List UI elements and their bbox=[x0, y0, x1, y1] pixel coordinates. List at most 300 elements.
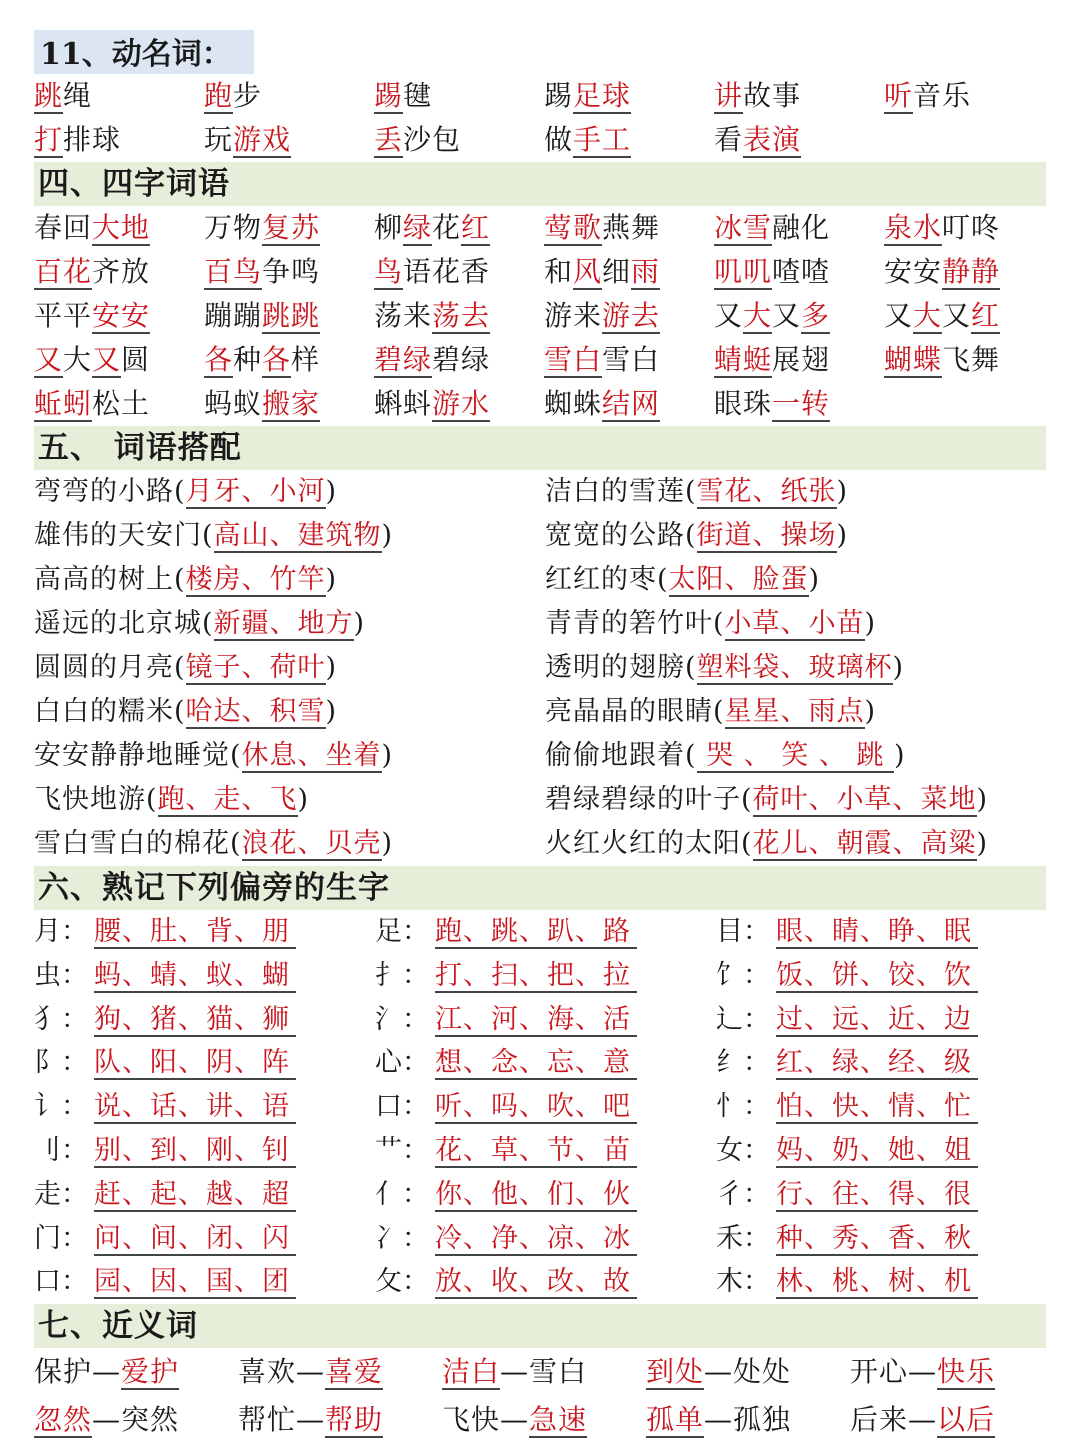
radical-item bbox=[716, 910, 1046, 954]
word-text: 又 bbox=[772, 299, 802, 332]
word-text: — bbox=[296, 1403, 326, 1437]
radical-chars: 种、秀、香、秋 bbox=[776, 1223, 978, 1256]
collocation-item bbox=[34, 778, 545, 822]
collocation-item bbox=[545, 558, 1046, 602]
four-char-item bbox=[544, 250, 714, 294]
answer-text: 游水 bbox=[432, 387, 491, 420]
word-text: 喜欢 bbox=[238, 1355, 297, 1389]
radical-item bbox=[34, 1085, 375, 1129]
four-char-item bbox=[884, 250, 1054, 294]
radical-item bbox=[716, 1041, 1046, 1085]
word-text: 种 bbox=[233, 343, 263, 376]
collocation-answer: 休息、坐着 bbox=[241, 740, 382, 771]
radical-label: 忄： bbox=[716, 1091, 770, 1123]
answer-text: 百花 bbox=[34, 255, 93, 288]
collocation-text: ) bbox=[894, 740, 906, 771]
collocation-item bbox=[545, 514, 1046, 558]
radical-chars: 跑、跳、趴、路 bbox=[435, 916, 637, 949]
collocation-item bbox=[34, 822, 545, 866]
word-text: 保护 bbox=[34, 1355, 93, 1389]
collocation-item bbox=[34, 690, 545, 734]
radical-chars: 花、草、节、苗 bbox=[435, 1135, 637, 1168]
word-text: — bbox=[908, 1403, 938, 1437]
collocation-item bbox=[34, 602, 545, 646]
answer-text: 各 bbox=[262, 343, 292, 376]
collocation-answer: 荷叶、小草、菜地 bbox=[752, 784, 977, 815]
collocation-item bbox=[545, 734, 1046, 778]
four-char-item bbox=[204, 294, 374, 338]
radical-label: 门： bbox=[34, 1222, 88, 1254]
collocation-text: 圆圆的月亮( bbox=[34, 652, 186, 683]
word-text: 融化 bbox=[772, 211, 831, 244]
synonym-item bbox=[238, 1396, 442, 1444]
radical-label: 虫： bbox=[34, 959, 88, 991]
collocation-answer: 新疆、地方 bbox=[213, 608, 354, 639]
collocation-item bbox=[34, 646, 545, 690]
word-text: 圆 bbox=[121, 343, 151, 376]
radical-chars: 行、往、得、很 bbox=[776, 1179, 978, 1212]
radical-item bbox=[716, 1217, 1046, 1261]
radical-chars: 腰、肚、背、朋 bbox=[94, 916, 296, 949]
word-text: 万物 bbox=[204, 211, 263, 244]
collocation-item bbox=[34, 734, 545, 778]
four-char-item bbox=[34, 382, 204, 426]
radical-label: 氵： bbox=[375, 1003, 429, 1035]
radical-item bbox=[34, 1129, 375, 1173]
radical-chars: 妈、奶、她、姐 bbox=[776, 1135, 978, 1168]
radical-label: 亻： bbox=[375, 1178, 429, 1210]
answer-text: 帮助 bbox=[325, 1403, 384, 1437]
answer-text: 蚯蚓 bbox=[34, 387, 93, 420]
answer-text: 一转 bbox=[772, 387, 831, 420]
radical-chars: 打、扫、把、拉 bbox=[435, 960, 637, 993]
word-text: 碧绿 bbox=[432, 343, 491, 376]
word-text: 又 bbox=[884, 299, 914, 332]
collocation-text: ) bbox=[836, 520, 849, 551]
word-text: 荡来 bbox=[374, 299, 433, 332]
collocation-item bbox=[34, 470, 545, 514]
word-text: 蚂蚁 bbox=[204, 387, 263, 420]
collocation-text: ) bbox=[976, 784, 989, 815]
radical-item bbox=[34, 1260, 375, 1304]
verb-noun-item bbox=[34, 74, 204, 118]
synonym-item bbox=[442, 1396, 646, 1444]
collocation-text: ) bbox=[325, 476, 338, 507]
word-text: 看 bbox=[714, 123, 744, 156]
word-text: 叮咚 bbox=[942, 211, 1001, 244]
answer-text: 搬家 bbox=[262, 387, 321, 420]
answer-text: 游去 bbox=[602, 299, 661, 332]
answer-text: 雪白 bbox=[544, 343, 603, 376]
four-char-item bbox=[544, 338, 714, 382]
radical-item bbox=[716, 998, 1046, 1042]
radical-item bbox=[375, 1129, 716, 1173]
four-char-item bbox=[544, 382, 714, 426]
word-text: 喳喳 bbox=[772, 255, 831, 288]
collocation-item bbox=[34, 558, 545, 602]
collocation-text: 亮晶晶的眼睛( bbox=[545, 696, 725, 727]
radical-chars: 别、到、刚、钊 bbox=[94, 1135, 296, 1168]
answer-text: 安安 bbox=[92, 299, 151, 332]
word-text: — bbox=[704, 1355, 734, 1389]
radical-label: 足： bbox=[375, 916, 429, 947]
word-text: 春回 bbox=[34, 211, 93, 244]
answer-text: 以后 bbox=[937, 1403, 996, 1437]
word-text: 处处 bbox=[733, 1355, 792, 1389]
answer-text: 足球 bbox=[573, 79, 632, 112]
collocation-text: ) bbox=[381, 740, 394, 771]
collocation-item bbox=[545, 602, 1046, 646]
verb-noun-item bbox=[714, 74, 884, 118]
radical-item bbox=[716, 1173, 1046, 1217]
radical-item bbox=[375, 1173, 716, 1217]
collocation-text: ) bbox=[325, 564, 338, 595]
four-char-item bbox=[544, 206, 714, 250]
answer-text: 泉水 bbox=[884, 211, 943, 244]
radical-label: 月： bbox=[34, 916, 88, 947]
four-char-item bbox=[714, 294, 884, 338]
radical-chars: 冷、净、凉、冰 bbox=[435, 1223, 637, 1256]
verb-noun-item bbox=[204, 118, 374, 162]
word-text: 毽 bbox=[403, 79, 433, 112]
collocation-item bbox=[545, 690, 1046, 734]
radical-chars: 想、念、忘、意 bbox=[435, 1047, 637, 1080]
answer-text: 绿 bbox=[403, 211, 433, 244]
four-char-item bbox=[34, 294, 204, 338]
collocation-answer: 楼房、竹竿 bbox=[185, 564, 326, 595]
four-char-item bbox=[374, 250, 544, 294]
word-text: 踢 bbox=[544, 79, 574, 112]
answer-text: 结网 bbox=[602, 387, 661, 420]
synonym-item bbox=[34, 1396, 238, 1444]
collocation-text: 安安静静地睡觉( bbox=[34, 740, 242, 771]
radical-chars: 园、因、国、团 bbox=[94, 1266, 296, 1299]
four-char-item bbox=[714, 206, 884, 250]
radical-chars: 说、话、讲、语 bbox=[94, 1091, 296, 1124]
collocation-text: 高高的树上( bbox=[34, 564, 186, 595]
word-text: — bbox=[296, 1355, 326, 1389]
radical-label: 犭： bbox=[34, 1003, 88, 1035]
four-char-item bbox=[374, 338, 544, 382]
four-char-item bbox=[204, 250, 374, 294]
word-text: 样 bbox=[291, 343, 321, 376]
word-text: — bbox=[908, 1355, 938, 1389]
radical-label: 女： bbox=[716, 1134, 770, 1166]
section-4-header: 四、四字词语 bbox=[34, 162, 1046, 206]
collocation-text: 红红的枣( bbox=[545, 564, 669, 595]
word-text: 安安 bbox=[884, 255, 943, 288]
word-text: 做 bbox=[544, 123, 574, 156]
collocation-answer: 雪花、纸张 bbox=[696, 476, 837, 507]
word-text: 和 bbox=[544, 255, 574, 288]
collocation-text: ) bbox=[325, 696, 338, 727]
collocation-answer: 高山、建筑物 bbox=[213, 520, 382, 551]
answer-text: 喜爱 bbox=[325, 1355, 384, 1389]
radical-item bbox=[375, 998, 716, 1042]
answer-text: 踢 bbox=[374, 79, 404, 112]
answer-text: 跳跳 bbox=[262, 299, 321, 332]
four-char-item bbox=[34, 206, 204, 250]
radical-item bbox=[34, 910, 375, 954]
word-text: 平平 bbox=[34, 299, 93, 332]
four-char-item bbox=[884, 206, 1054, 250]
radical-chars: 红、绿、经、级 bbox=[776, 1047, 978, 1080]
collocation-answer: 街道、操场 bbox=[696, 520, 837, 551]
answer-text: 大 bbox=[743, 299, 773, 332]
radical-item bbox=[34, 1217, 375, 1261]
radical-item bbox=[375, 1085, 716, 1129]
word-text: 飞快 bbox=[442, 1403, 501, 1437]
radical-item bbox=[375, 910, 716, 954]
answer-text: 复苏 bbox=[262, 211, 321, 244]
verb-noun-grid bbox=[34, 74, 1046, 162]
collocation-text: 洁白的雪莲( bbox=[545, 476, 697, 507]
collocation-answer: 浪花、贝壳 bbox=[241, 828, 382, 859]
answer-text: 莺歌 bbox=[544, 211, 603, 244]
word-text: 语花香 bbox=[403, 255, 491, 288]
answer-text: 蝴蝶 bbox=[884, 343, 943, 376]
radical-label: 讠： bbox=[34, 1091, 88, 1123]
collocation-text: ) bbox=[836, 476, 849, 507]
word-text: 雪白 bbox=[529, 1355, 588, 1389]
answer-text: 百鸟 bbox=[204, 255, 263, 288]
collocation-text: ) bbox=[381, 828, 394, 859]
answer-text: 又 bbox=[92, 343, 122, 376]
word-text: 帮忙 bbox=[238, 1403, 297, 1437]
answer-text: 打 bbox=[34, 123, 64, 156]
collocation-text: ) bbox=[864, 696, 877, 727]
answer-text: 雨 bbox=[631, 255, 661, 288]
worksheet-page bbox=[34, 30, 1046, 1444]
four-char-item bbox=[714, 382, 884, 426]
radical-chars: 听、吗、吹、吧 bbox=[435, 1091, 637, 1124]
word-text: 齐放 bbox=[92, 255, 151, 288]
radical-chars: 赶、起、越、超 bbox=[94, 1179, 296, 1212]
collocation-text: 白白的糯米( bbox=[34, 696, 186, 727]
answer-text: 丢 bbox=[374, 123, 404, 156]
word-text: 绳 bbox=[63, 79, 93, 112]
radical-chars: 你、他、们、伙 bbox=[435, 1179, 637, 1212]
radical-item bbox=[375, 954, 716, 998]
radical-item bbox=[716, 954, 1046, 998]
collocation-text: ) bbox=[353, 608, 366, 639]
word-text: 步 bbox=[233, 79, 263, 112]
four-char-item bbox=[204, 338, 374, 382]
word-text: 细 bbox=[602, 255, 632, 288]
collocation-item bbox=[545, 646, 1046, 690]
word-text: 大 bbox=[63, 343, 93, 376]
radical-label: 辶： bbox=[716, 1003, 770, 1035]
word-text: 争鸣 bbox=[262, 255, 321, 288]
radical-label: 攵： bbox=[375, 1266, 429, 1298]
answer-text: 洁白 bbox=[442, 1355, 501, 1389]
word-text: — bbox=[92, 1355, 122, 1389]
answer-text: 多 bbox=[801, 299, 831, 332]
collocation-text: 遥远的北京城( bbox=[34, 608, 214, 639]
collocation-text: 雄伟的天安门( bbox=[34, 520, 214, 551]
word-text: 开心 bbox=[850, 1355, 909, 1389]
answer-text: 游戏 bbox=[233, 123, 292, 156]
word-text: 音乐 bbox=[913, 79, 972, 112]
section-6-header: 六、熟记下列偏旁的生字 bbox=[34, 866, 1046, 910]
answer-text: 鸟 bbox=[374, 255, 404, 288]
collocation-text: ) bbox=[381, 520, 394, 551]
section-11-header: 11、动名词： bbox=[34, 30, 254, 74]
answer-text: 各 bbox=[204, 343, 234, 376]
word-text: 又 bbox=[714, 299, 744, 332]
synonym-item bbox=[850, 1396, 1046, 1444]
word-text: 眼珠 bbox=[714, 387, 773, 420]
word-text: 蜘蛛 bbox=[544, 387, 603, 420]
four-char-item bbox=[34, 338, 204, 382]
verb-noun-item bbox=[884, 74, 1054, 118]
radical-chars: 过、远、近、边 bbox=[776, 1004, 978, 1037]
word-text: 后来 bbox=[850, 1403, 909, 1437]
word-text: 玩 bbox=[204, 123, 234, 156]
radical-item bbox=[375, 1217, 716, 1261]
word-text: 燕舞 bbox=[602, 211, 661, 244]
collocation-text: ) bbox=[976, 828, 989, 859]
word-text: 排球 bbox=[63, 123, 122, 156]
collocation-text: 飞快地游( bbox=[34, 784, 158, 815]
collocation-item bbox=[545, 822, 1046, 866]
radical-label: 扌： bbox=[375, 959, 429, 991]
word-text: 蹦蹦 bbox=[204, 299, 263, 332]
collocation-text: 宽宽的公路( bbox=[545, 520, 697, 551]
collocation-answer: 月牙、小河 bbox=[185, 476, 326, 507]
word-text: 突然 bbox=[121, 1403, 180, 1437]
four-char-item bbox=[884, 294, 1054, 338]
four-char-item bbox=[714, 250, 884, 294]
collocation-answer: 花儿、朝霞、高粱 bbox=[752, 828, 977, 859]
collocation-answer: 太阳、脸蛋 bbox=[668, 564, 809, 595]
radical-item bbox=[34, 998, 375, 1042]
radical-chars: 队、阳、阴、阵 bbox=[94, 1047, 296, 1080]
answer-text: 听 bbox=[884, 79, 914, 112]
radical-label: 木： bbox=[716, 1266, 770, 1298]
verb-noun-item bbox=[544, 74, 714, 118]
radical-item bbox=[34, 1041, 375, 1085]
collocation-grid bbox=[34, 470, 1046, 866]
collocation-item bbox=[34, 514, 545, 558]
answer-text: 又 bbox=[34, 343, 64, 376]
collocation-answer: 小草、小苗 bbox=[724, 608, 865, 639]
collocation-text: 偷偷地跟着( bbox=[545, 740, 697, 771]
radical-chars: 问、间、闭、闪 bbox=[94, 1223, 296, 1256]
answer-text: 大 bbox=[913, 299, 943, 332]
word-text: — bbox=[92, 1403, 122, 1437]
word-text: — bbox=[704, 1403, 734, 1437]
radical-label: 禾： bbox=[716, 1222, 770, 1254]
word-text: 松土 bbox=[92, 387, 151, 420]
collocation-item bbox=[545, 778, 1046, 822]
radical-chars: 眼、睛、睁、眠 bbox=[776, 916, 978, 949]
radical-label: 冫： bbox=[375, 1222, 429, 1254]
collocation-answer: 星星、雨点 bbox=[724, 696, 865, 727]
answer-text: 蜻蜓 bbox=[714, 343, 773, 376]
collocation-answer: 哭 、 笑 、 跳 bbox=[696, 740, 895, 771]
word-text: 蝌蚪 bbox=[374, 387, 433, 420]
answer-text: 忽然 bbox=[34, 1403, 93, 1437]
radical-item bbox=[716, 1260, 1046, 1304]
synonym-item bbox=[238, 1348, 442, 1396]
radical-label: 走： bbox=[34, 1178, 88, 1210]
synonym-grid bbox=[34, 1348, 1046, 1444]
radical-chars: 饭、饼、饺、饮 bbox=[776, 960, 978, 993]
answer-text: 爱护 bbox=[121, 1355, 180, 1389]
word-text: 又 bbox=[942, 299, 972, 332]
answer-text: 讲 bbox=[714, 79, 744, 112]
radical-item bbox=[375, 1260, 716, 1304]
radical-label: 口： bbox=[34, 1266, 88, 1298]
answer-text: 静静 bbox=[942, 255, 1001, 288]
answer-text: 红 bbox=[461, 211, 491, 244]
answer-text: 风 bbox=[573, 255, 603, 288]
collocation-text: 青青的箬竹叶( bbox=[545, 608, 725, 639]
radical-label: 心： bbox=[375, 1047, 429, 1079]
word-text: 游来 bbox=[544, 299, 603, 332]
word-text: 飞舞 bbox=[942, 343, 1001, 376]
four-char-item bbox=[204, 382, 374, 426]
radical-grid bbox=[34, 910, 1046, 1304]
collocation-text: 碧绿碧绿的叶子( bbox=[545, 784, 753, 815]
collocation-text: ) bbox=[325, 652, 338, 683]
synonym-item bbox=[646, 1396, 850, 1444]
collocation-text: 弯弯的小路( bbox=[34, 476, 186, 507]
answer-text: 跳 bbox=[34, 79, 64, 112]
four-char-grid bbox=[34, 206, 1046, 426]
collocation-item bbox=[545, 470, 1046, 514]
word-text: — bbox=[500, 1403, 530, 1437]
synonym-item bbox=[850, 1348, 1046, 1396]
collocation-text: ) bbox=[297, 784, 310, 815]
answer-text: 到处 bbox=[646, 1355, 705, 1389]
word-text: 花 bbox=[432, 211, 462, 244]
verb-noun-item bbox=[374, 74, 544, 118]
four-char-item bbox=[714, 338, 884, 382]
radical-label: 阝： bbox=[34, 1047, 88, 1079]
verb-noun-item bbox=[374, 118, 544, 162]
word-text: 展翅 bbox=[772, 343, 831, 376]
answer-text: 冰雪 bbox=[714, 211, 773, 244]
answer-text: 叽叽 bbox=[714, 255, 773, 288]
four-char-item bbox=[34, 250, 204, 294]
radical-label: 刂： bbox=[34, 1134, 88, 1166]
word-text: — bbox=[500, 1355, 530, 1389]
radical-label: 纟： bbox=[716, 1047, 770, 1079]
collocation-answer: 镜子、荷叶 bbox=[185, 652, 326, 683]
answer-text: 跑 bbox=[204, 79, 234, 112]
answer-text: 手工 bbox=[573, 123, 632, 156]
answer-text: 急速 bbox=[529, 1403, 588, 1437]
word-text: 柳 bbox=[374, 211, 404, 244]
collocation-text: 雪白雪白的棉花( bbox=[34, 828, 242, 859]
radical-label: 彳： bbox=[716, 1178, 770, 1210]
radical-item bbox=[716, 1129, 1046, 1173]
radical-item bbox=[375, 1041, 716, 1085]
four-char-item bbox=[204, 206, 374, 250]
radical-chars: 怕、快、情、忙 bbox=[776, 1091, 978, 1124]
four-char-item bbox=[544, 294, 714, 338]
radical-item bbox=[716, 1085, 1046, 1129]
radical-label: 饣： bbox=[716, 959, 770, 991]
answer-text: 红 bbox=[971, 299, 1001, 332]
collocation-text: ) bbox=[864, 608, 877, 639]
four-char-item bbox=[374, 294, 544, 338]
collocation-text: 火红火红的太阳( bbox=[545, 828, 753, 859]
collocation-answer: 跑、走、飞 bbox=[157, 784, 298, 815]
radical-label: 口： bbox=[375, 1091, 429, 1123]
